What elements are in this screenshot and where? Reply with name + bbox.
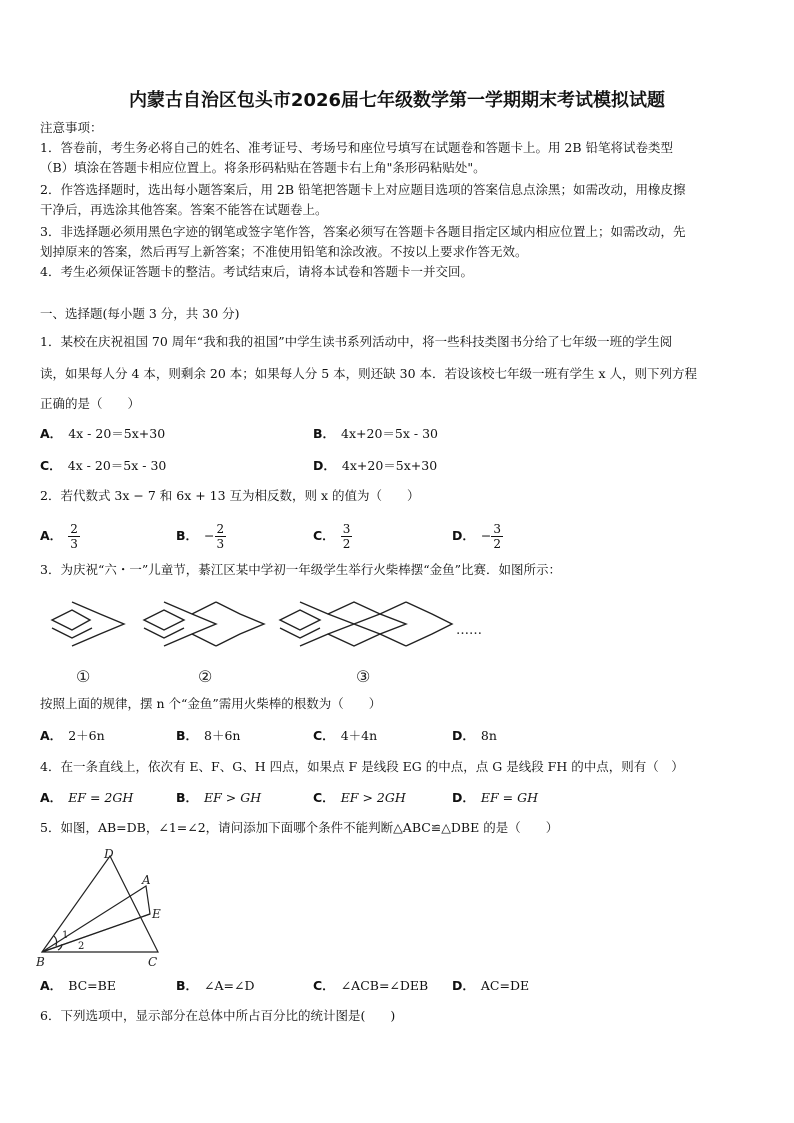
question-1-line: 1．某校在庆祝祖国 70 周年“我和我的祖国”中学生读书系列活动中，将一些科技类图书分给了七年级一班的学生阅 (40, 334, 673, 349)
option-d: D． AC=DE (452, 978, 530, 993)
question-1-line: 读，如果每人分 4 本，则剩余 20 本；如果每人分 5 本，则还缺 30 本．若设该校七年级一班有学生 x 人，则下列方程 (40, 366, 698, 381)
question-3: 3．为庆祝“六・一”儿童节，綦江区某中学初一年级学生举行火柴棒摆“金鱼”比赛．如图所示： (40, 562, 562, 577)
option-a: A． BC=BE (40, 978, 116, 993)
option-c: C． 4x - 20＝5x - 30 (40, 458, 167, 473)
question-2: 2．若代数式 3x − 7 和 6x + 13 互为相反数，则 x 的值为（ ） (40, 488, 420, 503)
section-heading: 一、选择题(每小题 3 分，共 30 分) (40, 306, 240, 321)
option-a: A． $\frac{2}{3}$ (40, 522, 78, 551)
option-a: A． 2＋6n (40, 728, 105, 743)
triangle-figure (36, 846, 170, 970)
option-d: D． 4x+20＝5x+30 (313, 458, 438, 473)
option-b: B． − $\frac{2}{3}$ (176, 522, 225, 551)
option-d: D． 8n (452, 728, 497, 743)
notes-heading: 注意事项： (40, 120, 103, 135)
option-b: B． 8＋6n (176, 728, 241, 743)
option-b: B． 4x+20＝5x - 30 (313, 426, 438, 441)
option-c: C． EF > 2GH (313, 790, 406, 805)
option-a: A． 4x - 20＝5x+30 (40, 426, 166, 441)
option-c: C． $\frac{3}{2}$ (313, 522, 351, 551)
option-a: A． EF = 2GH (40, 790, 134, 805)
matchstick-fish-figure (40, 590, 500, 690)
question-6: 6．下列选项中，显示部分在总体中所占百分比的统计图是( ) (40, 1008, 396, 1023)
point-label-c: C (148, 955, 158, 969)
figure-ellipsis: …… (456, 623, 482, 638)
option-c: C． ∠ACB=∠DEB (313, 978, 429, 993)
option-b: B． ∠A=∠D (176, 978, 255, 993)
point-label-a: A (142, 873, 151, 887)
point-label-e: E (152, 907, 161, 921)
note-line: 2．作答选择题时，选出每小题答案后，用 2B 铅笔把答题卡上对应题目选项的答案信息点涂黑；如需改动，用橡皮擦 (40, 182, 686, 197)
note-line: 1．答卷前，考生务必将自己的姓名、准考证号、考场号和座位号填写在试题卷和答题卡上。用 2B 铅笔将试卷类型 (40, 140, 674, 155)
note-line: （B）填涂在答题卡相应位置上。将条形码粘贴在答题卡右上角"条形码粘贴处"。 (40, 160, 486, 175)
note-line: 划掉原来的答案，然后再写上新答案；不准使用铅笔和涂改液。不按以上要求作答无效。 (40, 244, 528, 259)
figure-label-1: ① (76, 667, 91, 686)
question-1-line: 正确的是（ ） (40, 396, 141, 411)
note-line: 干净后，再选涂其他答案。答案不能答在试题卷上。 (40, 202, 328, 217)
point-label-b: B (36, 955, 45, 969)
option-b: B． EF > GH (176, 790, 262, 805)
option-d: D． − $\frac{3}{2}$ (452, 522, 502, 551)
question-4: 4．在一条直线上，依次有 E、F、G、H 四点，如果点 F 是线段 EG 的中点，点 G 是线段 FH 的中点，则有（ ） (40, 759, 684, 774)
page-title: 内蒙古自治区包头市2026届七年级数学第一学期期末考试模拟试题 (128, 90, 666, 111)
point-label-d: D (104, 847, 114, 861)
option-d: D． EF = GH (452, 790, 538, 805)
figure-label-3: ③ (356, 667, 371, 686)
option-c: C． 4＋4n (313, 728, 378, 743)
angle-label-2: 2 (78, 941, 85, 952)
figure-label-2: ② (198, 667, 213, 686)
question-3-prompt: 按照上面的规律，摆 n 个“金鱼”需用火柴棒的根数为（ ） (40, 696, 382, 711)
note-line: 4．考生必须保证答题卡的整洁。考试结束后，请将本试卷和答题卡一并交回。 (40, 264, 473, 279)
note-line: 3．非选择题必须用黑色字迹的钢笔或签字笔作答，答案必须写在答题卡各题目指定区域内相应位置上；如需改动，先 (40, 224, 686, 239)
question-5: 5．如图，AB=DB，∠1=∠2，请问添加下面哪个条件不能判断△ABC≌△DBE 的是（ ） (40, 820, 559, 835)
angle-label-1: 1 (62, 930, 69, 941)
